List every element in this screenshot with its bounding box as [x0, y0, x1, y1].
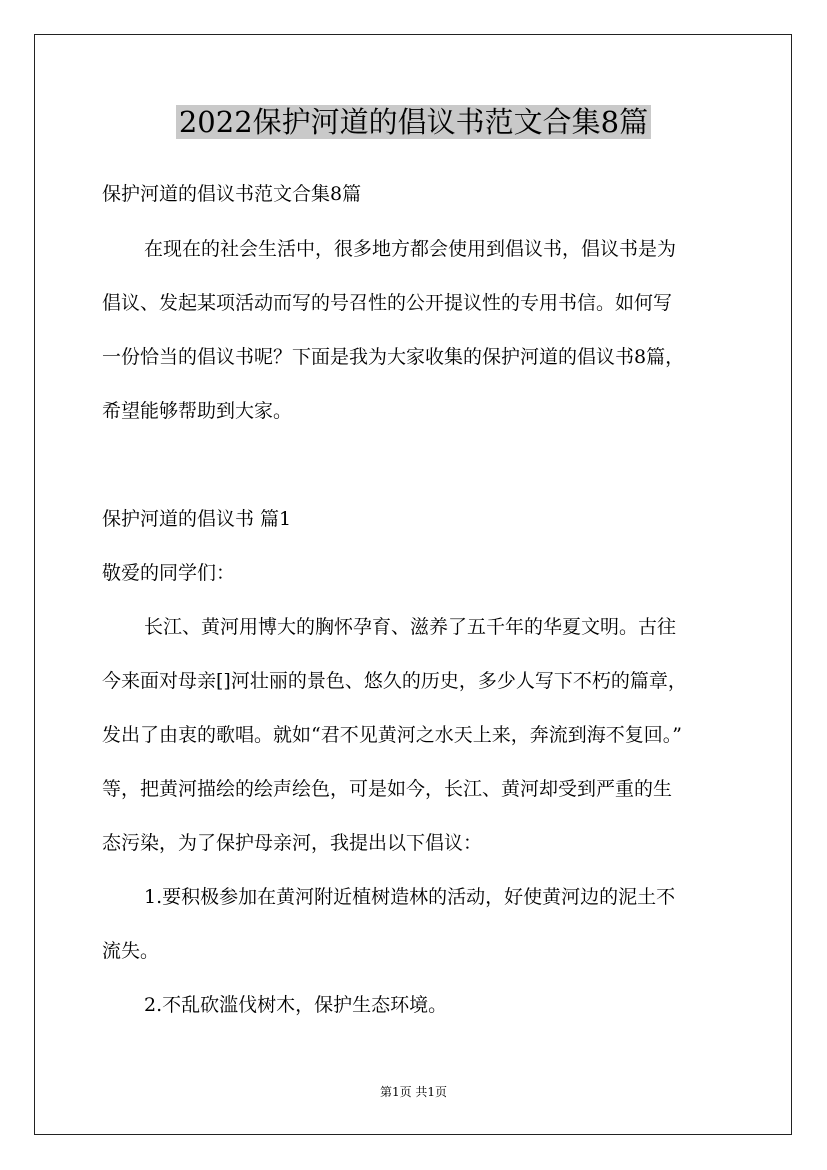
document-title [0, 100, 827, 144]
document-title-text: 2022保护河道的倡议书范文合集8篇 [176, 105, 651, 139]
intro-line-2: 倡议、发起某项活动而写的号召性的公开提议性的专用书信。如何写 [102, 292, 673, 314]
intro-line-4: 希望能够帮助到大家。 [102, 400, 293, 422]
page-number: 第1页 共1页 [379, 1085, 448, 1099]
item-line-1: 1.要积极参加在黄河附近植树造林的活动，好使黄河边的泥土不 [144, 886, 676, 908]
body-line-5: 态污染，为了保护母亲河，我提出以下倡议： [102, 832, 483, 854]
item-line-3: 2.不乱砍滥伐树木，保护生态环境。 [144, 994, 448, 1016]
body-line-3: 发出了由衷的歌唱。就如“君不见黄河之水天上来，奔流到海不复回。” [102, 724, 682, 746]
body-line-4: 等，把黄河描绘的绘声绘色，可是如今，长江、黄河却受到严重的生 [102, 778, 673, 800]
section-heading: 保护河道的倡议书 篇1 [102, 508, 292, 530]
document-subtitle: 保护河道的倡议书范文合集8篇 [102, 183, 362, 205]
intro-line-1: 在现在的社会生活中，很多地方都会使用到倡议书，倡议书是为 [144, 238, 677, 260]
body-line-2: 今来面对母亲[]河壮丽的景色、悠久的历史，多少人写下不朽的篇章， [102, 670, 687, 692]
item-line-2: 流失。 [102, 940, 160, 962]
intro-line-3: 一份恰当的倡议书呢？下面是我为大家收集的保护河道的倡议书8篇， [102, 346, 685, 368]
salutation: 敬爱的同学们： [102, 562, 236, 584]
body-line-1: 长江、黄河用博大的胸怀孕育、滋养了五千年的华夏文明。古往 [144, 616, 677, 638]
